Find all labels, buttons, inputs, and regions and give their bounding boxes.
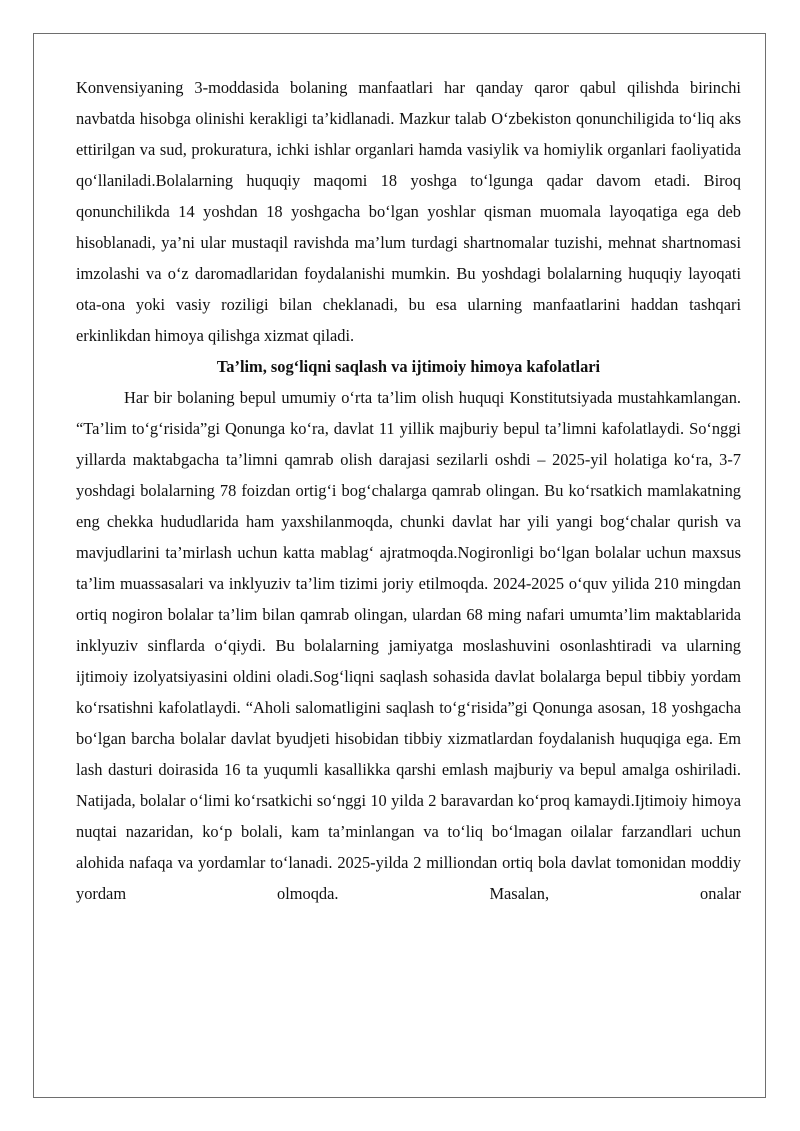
paragraph-continuation-inline: Masalan, onalar <box>338 884 742 903</box>
section-heading: Ta’lim, sog‘liqni saqlash va ijtimoiy himoya kafolatlari <box>216 357 601 376</box>
document-body <box>76 72 741 909</box>
paragraph-education-health-social: Har bir bolaning bepul umumiy o‘rta ta’lim olish huquqi Konstitutsiyada mustahkamlangan. “Ta’lim to‘g‘risida”gi Qonunga ko‘ra, davlat 11 yillik majburiy bepul ta’limni kafolatlaydi. So‘nggi yillarda maktabgacha ta’limni qamrab olish darajasi sezilarli oshdi – 2025-yil holatiga ko‘ra, 3-7 yoshdagi bolalarning 78 foizdan ortig‘i bog‘chalarga qamrab olingan. Bu ko‘rsatkich mamlakatning eng chekka hududlarida ham yaxshilanmoqda, chunki davlat har yili yangi bog‘chalar qurish va mavjudlarini ta’mirlash uchun katta mablag‘ ajratmoqda.Nogironligi bo‘lgan bolalar uchun maxsus ta’lim muassasalari va inklyuziv ta’lim tizimi joriy etilmoqda. 2024-2025 o‘quv yilida 210 mingdan ortiq nogiron bolalar ta’lim bilan qamrab olingan, ulardan 68 ming nafari umumta’lim maktablarida inklyuziv sinflarda o‘qiydi. Bu bolalarning jamiyatga moslashuvini osonlashtiradi va ularning ijtimoiy izolyatsiyasini oldini oladi.Sog‘liqni saqlash sohasida davlat bolalarga bepul tibbiy yordam ko‘rsatishni kafolatlaydi. “Aholi salomatligini saqlash to‘g‘risida”gi Qonunga asosan, 18 yoshgacha bo‘lgan barcha bolalar davlat byudjeti hisobidan tibbiy xizmatlardan foydalanish huquqiga ega. Em lash dasturi doirasida 16 ta yuqumli kasallikka qarshi emlash majburiy va bepul amalga oshiriladi. Natijada, bolalar o‘limi ko‘rsatkichi so‘nggi 10 yilda 2 baravardan ko‘proq kamaydi.Ijtimoiy himoya nuqtai nazaridan, ko‘p bolali, kam ta’minlangan va to‘liq bo‘lmagan oilalar farzandlari uchun alohida nafaqa va yordamlar to‘lanadi. 2025-yilda 2 milliondan ortiq bola davlat tomonidan moddiy yordam olmoqda. Masalan, onalar <box>76 388 742 903</box>
paragraph-convention-article-3: Konvensiyaning 3-moddasida bolaning manfaatlari har qanday qaror qabul qilishda birinchi navbatda hisobga olinishi kerakligi ta’kidlanadi. Mazkur talab O‘zbekiston qonunchiligida to‘liq aks ettirilgan va sud, prokuratura, ichki ishlar organlari hamda vasiylik va homiylik organlari faoliyatida qo‘llaniladi.Bolalarning huquqiy maqomi 18 yoshga to‘lgunga qadar davom etadi. Biroq qonunchilikda 14 yoshdan 18 yoshgacha bo‘lgan yoshlar qisman muomala layoqatiga ega deb hisoblanadi, ya’ni ular mustaqil ravishda ma’lum turdagi shartnomalar tuzishi, mehnat shartnomasi imzolashi va o‘z daromadlaridan foydalanishi mumkin. Bu yoshdagi bolalarning huquqiy layoqati ota-ona yoki vasiy roziligi bilan cheklanadi, bu esa ularning manfaatlarini haddan tashqari erkinlikdan himoya qilishga xizmat qiladi. <box>76 78 741 345</box>
